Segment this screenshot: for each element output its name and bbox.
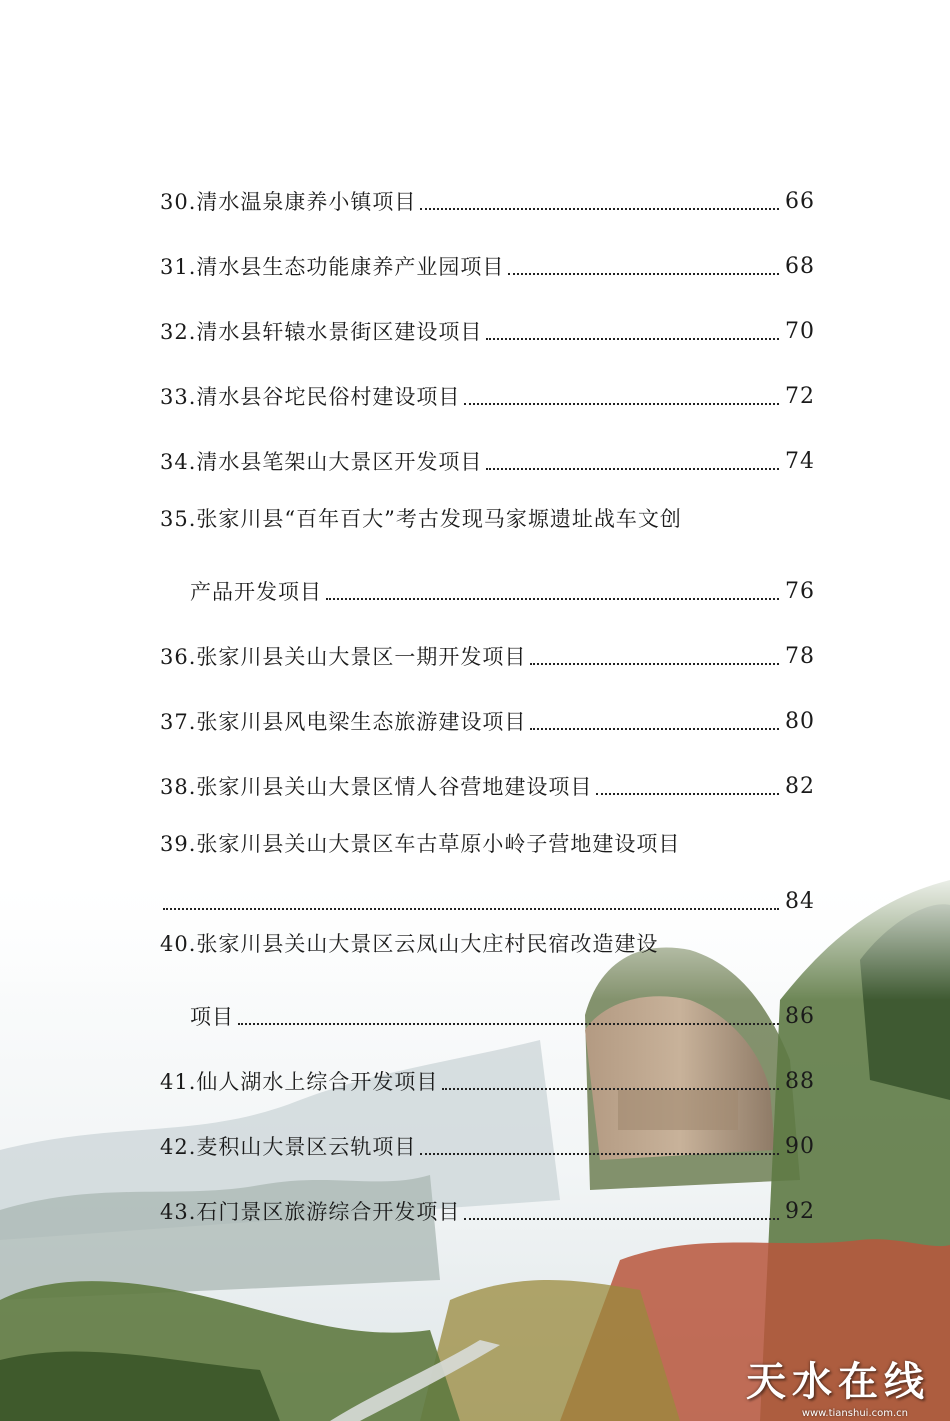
toc-entry-page: 76 — [785, 579, 815, 604]
toc-entry[interactable] — [190, 995, 815, 1031]
dot-leader — [420, 1153, 779, 1155]
toc-entry-title: 41.仙人湖水上综合开发项目 — [160, 1070, 439, 1094]
dot-leader — [326, 598, 779, 600]
watermark-logo: 天水在线 — [746, 1359, 930, 1405]
dot-leader — [530, 728, 779, 730]
toc-entry-page: 84 — [785, 889, 815, 914]
toc-entry[interactable] — [160, 765, 815, 801]
toc-entry-page: 92 — [785, 1199, 815, 1224]
watermark-url: www.tianshui.com.cn — [801, 1408, 908, 1419]
toc-entry-page: 90 — [785, 1134, 815, 1159]
toc-entry[interactable] — [160, 245, 815, 281]
dot-leader — [163, 908, 779, 910]
toc-entry-page: 78 — [785, 644, 815, 669]
toc-entry-continuation: 项目 — [190, 1005, 234, 1029]
toc-entry[interactable] — [163, 880, 815, 916]
toc-entry-title: 30.清水温泉康养小镇项目 — [160, 190, 417, 214]
toc-entry-page: 88 — [785, 1069, 815, 1094]
toc-entry-page: 82 — [785, 774, 815, 799]
toc-entry-title: 36.张家川县关山大景区一期开发项目 — [160, 645, 527, 669]
dot-leader — [486, 468, 779, 470]
toc-entry-page: 68 — [785, 254, 815, 279]
toc-entry-page: 74 — [785, 449, 815, 474]
toc-entry-title: 37.张家川县风电梁生态旅游建设项目 — [160, 710, 527, 734]
toc-entry-page: 80 — [785, 709, 815, 734]
dot-leader — [508, 273, 779, 275]
toc-entry-page: 70 — [785, 319, 815, 344]
toc-entry-title: 31.清水县生态功能康养产业园项目 — [160, 255, 505, 279]
dot-leader — [464, 1218, 779, 1220]
dot-leader — [530, 663, 779, 665]
toc-entry[interactable] — [190, 570, 815, 606]
toc-entry[interactable] — [160, 375, 815, 411]
toc-entry-title: 32.清水县轩辕水景街区建设项目 — [160, 320, 483, 344]
toc-entry-page: 86 — [785, 1004, 815, 1029]
toc-entry-title[interactable]: 39.张家川县关山大景区车古草原小岭子营地建设项目 — [160, 832, 681, 856]
dot-leader — [238, 1023, 779, 1025]
toc-entry-page: 72 — [785, 384, 815, 409]
toc-entry[interactable] — [160, 1060, 815, 1096]
toc-entry-continuation: 产品开发项目 — [190, 580, 322, 604]
dot-leader — [420, 208, 779, 210]
toc-entry-title: 33.清水县谷坨民俗村建设项目 — [160, 385, 461, 409]
toc-entry[interactable] — [160, 440, 815, 476]
toc-entry-title: 34.清水县笔架山大景区开发项目 — [160, 450, 483, 474]
toc-entry-title: 38.张家川县关山大景区情人谷营地建设项目 — [160, 775, 593, 799]
toc-entry-title: 42.麦积山大景区云轨项目 — [160, 1135, 417, 1159]
toc-entry[interactable] — [160, 1190, 815, 1226]
toc-entry-title[interactable]: 35.张家川县“百年百大”考古发现马家塬遗址战车文创 — [160, 507, 682, 531]
toc-entry[interactable] — [160, 700, 815, 736]
toc-entry[interactable] — [160, 310, 815, 346]
toc-entry[interactable] — [160, 180, 815, 216]
toc-entry-title: 43.石门景区旅游综合开发项目 — [160, 1200, 461, 1224]
toc-entry[interactable] — [160, 1125, 815, 1161]
dot-leader — [464, 403, 779, 405]
dot-leader — [486, 338, 779, 340]
toc-entry-page: 66 — [785, 189, 815, 214]
toc-entry[interactable] — [160, 635, 815, 671]
toc-entry-title[interactable]: 40.张家川县关山大景区云凤山大庄村民宿改造建设 — [160, 932, 659, 956]
dot-leader — [442, 1088, 779, 1090]
dot-leader — [596, 793, 779, 795]
